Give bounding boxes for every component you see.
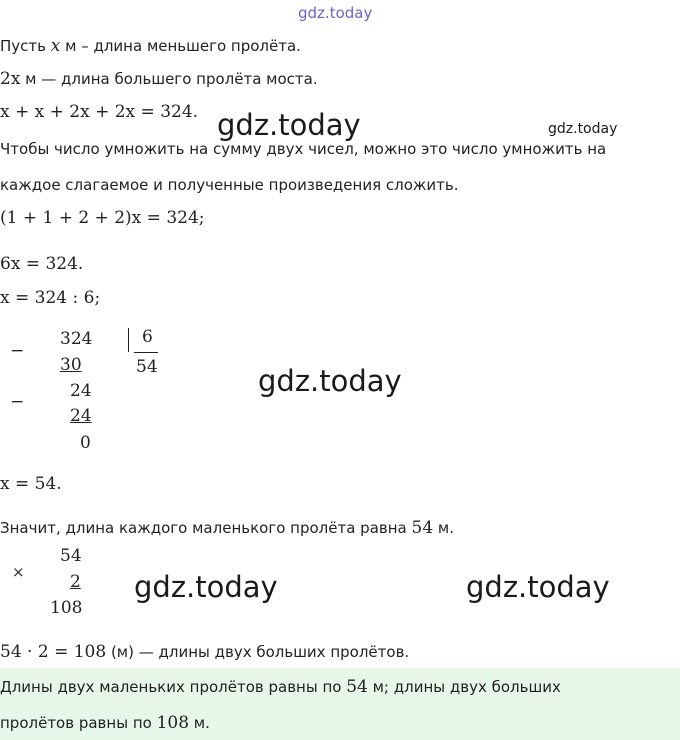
division-result: 0 [80,433,91,453]
division-minus: − [10,341,25,361]
equation: x = 54. [0,474,62,494]
multiply-factor: 54 [60,546,82,566]
division-bracket [128,328,129,352]
division-minus: − [10,392,25,412]
watermark: gdz.today [258,364,402,398]
solution-line: 54 · 2 = 108 (м) — длины двух больших пролётов. [0,642,410,662]
division-dividend: 324 [60,329,93,349]
division-subtrahend: 30 [60,355,82,375]
solution-line: каждое слагаемое и полученные произведения сложить. [0,176,459,194]
solution-line: Значит, длина каждого маленького пролёта равна 54 м. [0,518,454,538]
solution-line: Чтобы число умножить на сумму двух чисел, можно это число умножить на [0,140,607,158]
division-remainder: 24 [70,381,92,401]
equation: 6x = 324. [0,254,84,274]
answer-line: Длины двух маленьких пролётов равны по 54 м; длины двух больших [0,677,561,697]
division-quotient: 54 [136,357,158,377]
division-subtrahend: 24 [70,406,92,426]
watermark-top: gdz.today [298,4,373,22]
multiply-factor: 2 [70,572,81,592]
solution-line: 2x м — длина большего пролёта моста. [0,69,318,89]
watermark: gdz.today [466,570,610,604]
equation: (1 + 1 + 2 + 2)x = 324; [0,208,205,228]
solution-line: Пусть x м – длина меньшего пролёта. [0,36,301,56]
watermark: gdz.today [548,121,618,137]
division-bracket [134,352,158,353]
multiply-sign: × [12,563,25,581]
equation: x + x + 2x + 2x = 324. [0,102,199,122]
equation: x = 324 : 6; [0,288,101,308]
watermark: gdz.today [217,108,361,142]
division-divisor: 6 [142,327,153,347]
watermark: gdz.today [134,570,278,604]
multiply-product: 108 [50,598,83,618]
answer-line: пролётов равны по 108 м. [0,713,210,733]
